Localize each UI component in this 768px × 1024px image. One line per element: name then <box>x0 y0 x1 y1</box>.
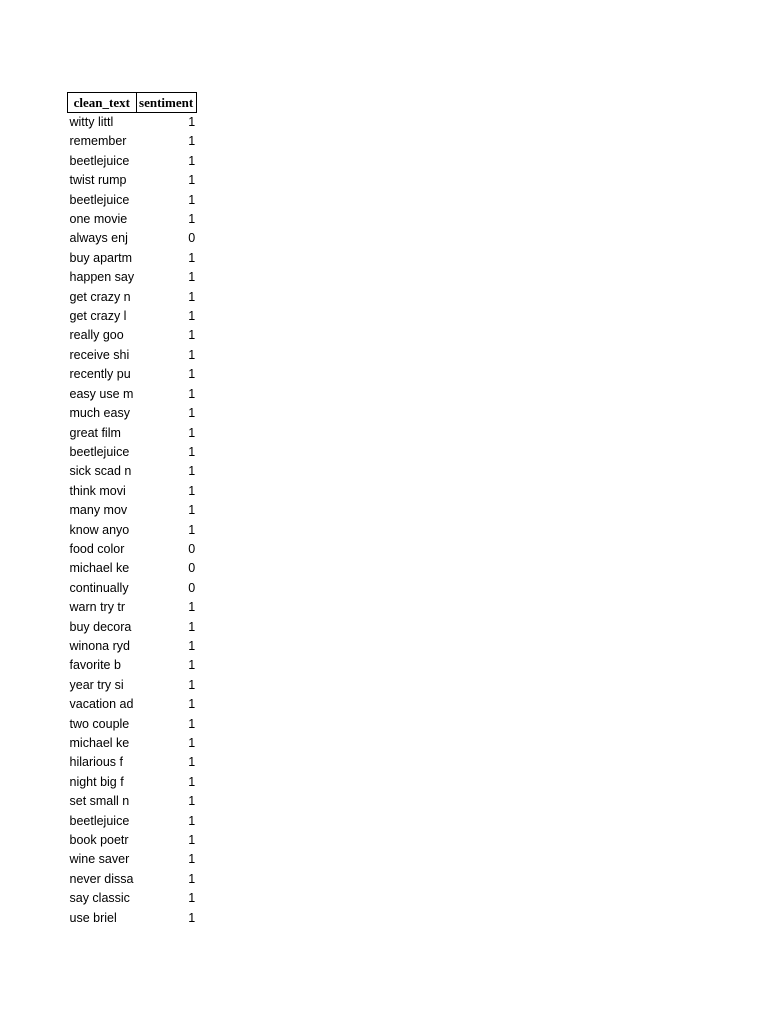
cell-clean-text: recently pu <box>69 367 131 382</box>
table-row <box>68 812 197 831</box>
cell-sentiment: 1 <box>188 600 196 615</box>
table-row <box>68 365 197 384</box>
table-row <box>68 870 197 889</box>
cell-sentiment: 1 <box>188 444 196 459</box>
cell-clean-text: winona ryd <box>69 638 130 653</box>
cell-clean-text: beetlejuice <box>69 813 130 828</box>
cell-sentiment: 1 <box>188 212 196 227</box>
table-row <box>68 288 197 307</box>
cell-clean-text: book poetr <box>69 833 129 848</box>
cell-clean-text: night big f <box>69 774 124 789</box>
cell-clean-text: food color <box>69 541 125 556</box>
cell-clean-text: get crazy l <box>69 309 127 324</box>
cell-clean-text: witty littl <box>69 115 114 129</box>
cell-sentiment: 1 <box>188 755 196 770</box>
table-row <box>68 734 197 753</box>
table-row <box>68 831 197 850</box>
cell-sentiment: 1 <box>188 677 196 692</box>
table-row <box>68 850 197 869</box>
cell-sentiment: 1 <box>188 522 196 537</box>
cell-sentiment: 1 <box>188 503 196 518</box>
cell-sentiment: 1 <box>188 289 196 304</box>
cell-clean-text: many mov <box>69 503 128 518</box>
cell-clean-text: remember <box>69 134 127 149</box>
cell-clean-text: michael ke <box>69 561 130 576</box>
cell-clean-text: year try si <box>69 677 124 692</box>
table-row <box>68 326 197 345</box>
table-row <box>68 695 197 714</box>
cell-sentiment: 1 <box>188 697 196 712</box>
cell-clean-text: much easy <box>69 406 130 421</box>
table-row <box>68 307 197 326</box>
table-row <box>68 113 197 133</box>
cell-clean-text: two couple <box>69 716 130 731</box>
column-header-sentiment: sentiment <box>136 93 196 113</box>
cell-clean-text: get crazy n <box>69 289 131 304</box>
column-header-clean-text: clean_text <box>68 93 137 113</box>
data-table <box>67 92 197 928</box>
table-row <box>68 792 197 811</box>
cell-sentiment: 0 <box>188 580 196 595</box>
table-row <box>68 191 197 210</box>
cell-sentiment: 1 <box>188 852 196 867</box>
table-row <box>68 152 197 171</box>
cell-sentiment: 1 <box>188 153 196 168</box>
cell-sentiment: 1 <box>188 464 196 479</box>
cell-clean-text: michael ke <box>69 736 130 750</box>
cell-sentiment: 1 <box>188 406 196 421</box>
table-row <box>68 385 197 404</box>
table-row <box>68 753 197 772</box>
cell-sentiment: 1 <box>188 736 196 750</box>
cell-sentiment: 1 <box>188 871 196 886</box>
cell-sentiment: 0 <box>188 541 196 556</box>
cell-sentiment: 1 <box>188 309 196 324</box>
table-row <box>68 521 197 540</box>
cell-clean-text: continually <box>69 580 129 595</box>
cell-clean-text: know anyo <box>69 522 130 537</box>
spreadsheet <box>67 92 197 928</box>
cell-sentiment: 1 <box>188 638 196 653</box>
cell-sentiment: 1 <box>188 891 196 906</box>
cell-clean-text: beetlejuice <box>69 444 130 459</box>
cell-clean-text: happen say <box>69 270 135 285</box>
cell-clean-text: vacation ad <box>69 697 134 712</box>
cell-sentiment: 1 <box>188 270 196 285</box>
cell-clean-text: warn try tr <box>69 600 126 615</box>
cell-clean-text: one movie <box>69 212 128 227</box>
cell-sentiment: 1 <box>188 250 196 265</box>
cell-clean-text: set small n <box>69 794 130 809</box>
table-row <box>68 676 197 695</box>
cell-sentiment: 1 <box>188 833 196 848</box>
table-row <box>68 210 197 229</box>
cell-sentiment: 1 <box>188 425 196 440</box>
cell-clean-text: beetlejuice <box>69 153 130 168</box>
cell-sentiment: 1 <box>188 794 196 809</box>
table-row <box>68 540 197 559</box>
cell-sentiment: 0 <box>188 231 196 246</box>
cell-sentiment: 1 <box>188 716 196 731</box>
cell-clean-text: really goo <box>69 328 124 343</box>
header-row <box>68 93 197 113</box>
table-row <box>68 404 197 423</box>
cell-sentiment: 1 <box>188 134 196 149</box>
table-row <box>68 909 197 928</box>
table-row <box>68 715 197 734</box>
table-row <box>68 501 197 520</box>
cell-clean-text: buy apartm <box>69 250 133 265</box>
cell-clean-text: twist rump <box>69 173 127 188</box>
cell-clean-text: favorite b <box>69 658 121 673</box>
cell-clean-text: say classic <box>69 891 130 906</box>
table-row <box>68 268 197 287</box>
cell-clean-text: easy use m <box>69 386 134 401</box>
table-row <box>68 132 197 151</box>
cell-sentiment: 1 <box>188 173 196 188</box>
cell-sentiment: 1 <box>188 483 196 498</box>
table-row <box>68 559 197 578</box>
cell-sentiment: 1 <box>188 774 196 789</box>
cell-clean-text: use briel <box>69 910 117 925</box>
cell-sentiment: 1 <box>188 619 196 634</box>
table-row <box>68 346 197 365</box>
table-row <box>68 171 197 190</box>
table-row <box>68 482 197 501</box>
table-row <box>68 249 197 268</box>
cell-sentiment: 1 <box>188 658 196 673</box>
cell-clean-text: beetlejuice <box>69 192 130 207</box>
cell-clean-text: receive shi <box>69 347 130 362</box>
table-row <box>68 656 197 675</box>
cell-sentiment: 1 <box>188 367 196 382</box>
table-row <box>68 424 197 443</box>
table-row <box>68 598 197 617</box>
cell-clean-text: buy decora <box>69 619 132 634</box>
cell-sentiment: 1 <box>188 192 196 207</box>
cell-clean-text: hilarious f <box>69 755 123 770</box>
cell-sentiment: 1 <box>188 813 196 828</box>
table-row <box>68 889 197 908</box>
cell-sentiment: 0 <box>188 561 196 576</box>
table-body <box>68 113 197 929</box>
table-row <box>68 462 197 481</box>
cell-sentiment: 1 <box>188 347 196 362</box>
cell-clean-text: sick scad n <box>69 464 132 479</box>
table-row <box>68 229 197 248</box>
cell-sentiment: 1 <box>188 910 196 925</box>
cell-clean-text: think movi <box>69 483 126 498</box>
cell-sentiment: 1 <box>188 115 196 129</box>
table-row <box>68 637 197 656</box>
cell-clean-text: always enj <box>69 231 128 246</box>
cell-clean-text: great film <box>69 425 121 440</box>
cell-clean-text: never dissa <box>69 871 134 886</box>
cell-sentiment: 1 <box>188 328 196 343</box>
table-row <box>68 443 197 462</box>
cell-sentiment: 1 <box>188 386 196 401</box>
table-row <box>68 579 197 598</box>
table-row <box>68 618 197 637</box>
cell-clean-text: wine saver <box>69 852 130 867</box>
table-row <box>68 773 197 792</box>
